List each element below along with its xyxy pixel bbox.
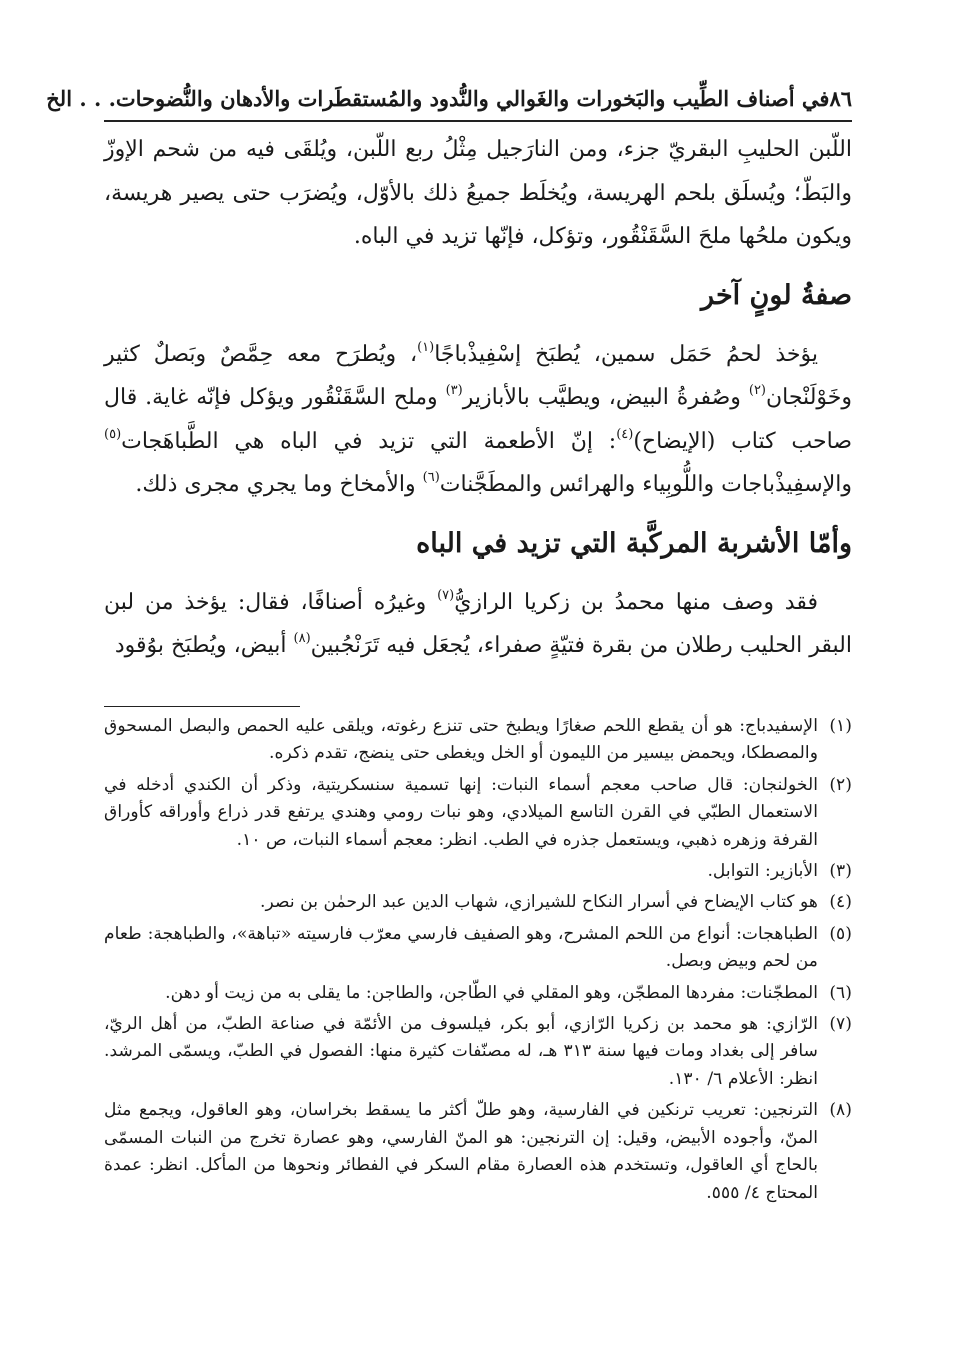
text-run: وصُفرةُ البيض، ويطيَّب بالأبازير: [462, 385, 749, 410]
footnote-8: [104, 1097, 852, 1207]
running-header: [46, 78, 852, 118]
footnote-text: الأبازير: التوابل.: [707, 861, 818, 882]
footnote-number: (٦): [829, 982, 852, 1003]
footnote-ref-1[interactable]: (١): [417, 339, 435, 355]
footnote-number: (٧): [829, 1014, 852, 1035]
text-run: والإسفِيذْباجات واللُّوبِياء والهرائس والمطَجَّنات: [439, 472, 852, 497]
paragraph-1: اللّبن الحليبِ البقريّ جزء، ومن النارَجيل مِثْلُ ربع اللّبن، ويُلقَى فيه من شحم الإوزّ والبَطّ؛ ويُسلَق بلحم الهريسة، ويُخلَط جميعُ ذلك بالأوّل، ويُضرَب حتى يصير هريسة، ويكون ملحُها ملحَ السَّقَنْقُور، وتؤكل، فإنّها تزيد في الباه.: [104, 137, 852, 249]
footnote-number: (٥): [829, 923, 852, 944]
footnote-text: هو كتاب الإيضاح في أسرار النكاح للشيرازي، شهاب الدين عبد الرحمٰن بن نصر.: [260, 892, 818, 913]
text-run: : إنّ الأطعمة التي تزيد في الباه هي الطَّباهَجات: [121, 428, 617, 454]
footnote-number: (٣): [829, 861, 852, 882]
running-title: في أصناف الطِّيب والبَخورات والغَوالي والنُّدود والمُستقطَرات والأدهان والنُّضوحات. . . الخ: [46, 85, 830, 111]
footnote-text: الإسفيدباج: هو أن يقطع اللحم صغارًا ويطبخ حتى تنزع رغوته، ويلقى عليه الحمص والبصل المسحوق والمصطكا، ويحمض بيسير من الليمون أو الخل ويغطى حتى ينضج، تقدم ذكره.: [104, 716, 818, 764]
text-run: ، ويُطرَح معه حِمَّصٌ وبَصلٌ كثير وخَوْلَنْجان: [104, 341, 852, 410]
paragraph-3: [104, 581, 852, 668]
main-text: [104, 128, 852, 668]
footnote-ref-6[interactable]: (٦): [422, 470, 440, 485]
footnote-number: (٨): [829, 1100, 852, 1121]
footnote-separator: [104, 706, 300, 707]
footnote-ref-8[interactable]: (٨): [293, 631, 311, 646]
footnote-number: (٤): [829, 892, 852, 913]
footnote-text: الخولنجان: قال صاحب معجم أسماء النبات: إنها تسمية سنسكريتية، وذكر أن الكندي أدخله في الاستعمال الطبّي في القرن التاسع الميلادي، وهو نبات رومي وهندي يرتفع قدر ذراع وأوراقه كأوراق القرفة وزهره ذهبي، ويستعمل جذره في الطب. انظر: معجم أسماء النبات، ص ١٠.: [104, 774, 818, 850]
text-run: وغيرُه أصنافًا، فقال: يؤخذ من لبن البقر الحليب رطلان من بقرة فتيّةٍ صفراء، يُجعَل فيه تَرَنْجُبين: [104, 589, 852, 658]
footnote-text: الطباهجات: أنواع من اللحم المشرح، وهو الصفيف فارسي معرّب فارسيته «تباهة»، والطباهجة: طعام من لحم وبيض وبصل.: [104, 923, 818, 972]
footnote-ref-3[interactable]: (٣): [445, 383, 463, 398]
footnote-1: [104, 713, 852, 768]
footnote-7: [104, 1011, 852, 1093]
text-run: أبيض، ويُطبَخ بوُقود: [114, 633, 294, 658]
text-run: يؤخذ لحمُ حَمَل سمين، يُطبَخ إسْفِيذْباجًا: [434, 341, 818, 367]
footnote-4: [104, 889, 852, 916]
paragraph-2: [104, 333, 852, 507]
footnote-ref-7[interactable]: (٧): [437, 587, 455, 603]
section-heading-2: وأمّا الأشربة المركَّبة التي تزيد في الباه: [416, 527, 852, 559]
footnote-ref-4[interactable]: (٤): [616, 426, 634, 442]
footnote-6: [104, 980, 852, 1007]
text-run: وملح السَّقَنْقُور ويؤكل فإنّه غاية. قال صاحب كتاب (الإيضاح): [104, 385, 853, 454]
footnote-ref-2[interactable]: (٢): [748, 383, 766, 398]
footnote-text: الرّازي: هو محمد بن زكريا الرّازي، أبو بكر، فيلسوف من الأئمّة في صناعة الطبّ، من أهل الريّ، سافر إلى بغداد ومات فيها سنة ٣١٣ هـ، له مصنّفات كثيرة منها: الفصول في الطبّ، ويسمّى المرشد. انظر: الأعلام ٦/ ١٣٠.: [104, 1014, 818, 1089]
footnote-ref-5[interactable]: (٥): [104, 426, 122, 442]
text-run: فقد وصف منها محمدُ بن زكريا الرازيُّ: [454, 589, 818, 615]
section-heading-1: صفةُ لونٍ آخر: [701, 279, 852, 311]
footnote-text: المطجّنات: مفردها المطجّن، وهو المقلي في الطّاجن، والطاجن: ما يقلى به من زيت أو دهن.: [165, 982, 818, 1003]
footnote-3: [104, 858, 852, 885]
header-rule: [104, 120, 852, 122]
footnote-2: [104, 772, 852, 854]
footnote-number: (١): [829, 716, 852, 736]
footnotes: [104, 713, 852, 1211]
text-run: والأمخاخ وما يجري مجرى ذلك.: [135, 472, 423, 497]
footnote-5: [104, 921, 852, 976]
footnote-number: (٢): [829, 774, 852, 795]
footnote-text: الترنجين: تعريب ترنكين في الفارسية، وهو طلّ أكثر ما يسقط بخراسان، وهو العاقول، ويجمع مثل المنّ، وأجوده الأبيض، وقيل: إن الترنجين: هو المنّ الفارسي، وهو عصارة تخرج من النبات المسمّى بالحاج أي العاقول، وتستخدم هذه العصارة مقام السكر في الفطائر ونحوها من المأكل. انظر: عمدة المحتاج ٤/ ٥٥٥.: [104, 1100, 818, 1203]
page-number: ٨٦: [829, 85, 852, 111]
